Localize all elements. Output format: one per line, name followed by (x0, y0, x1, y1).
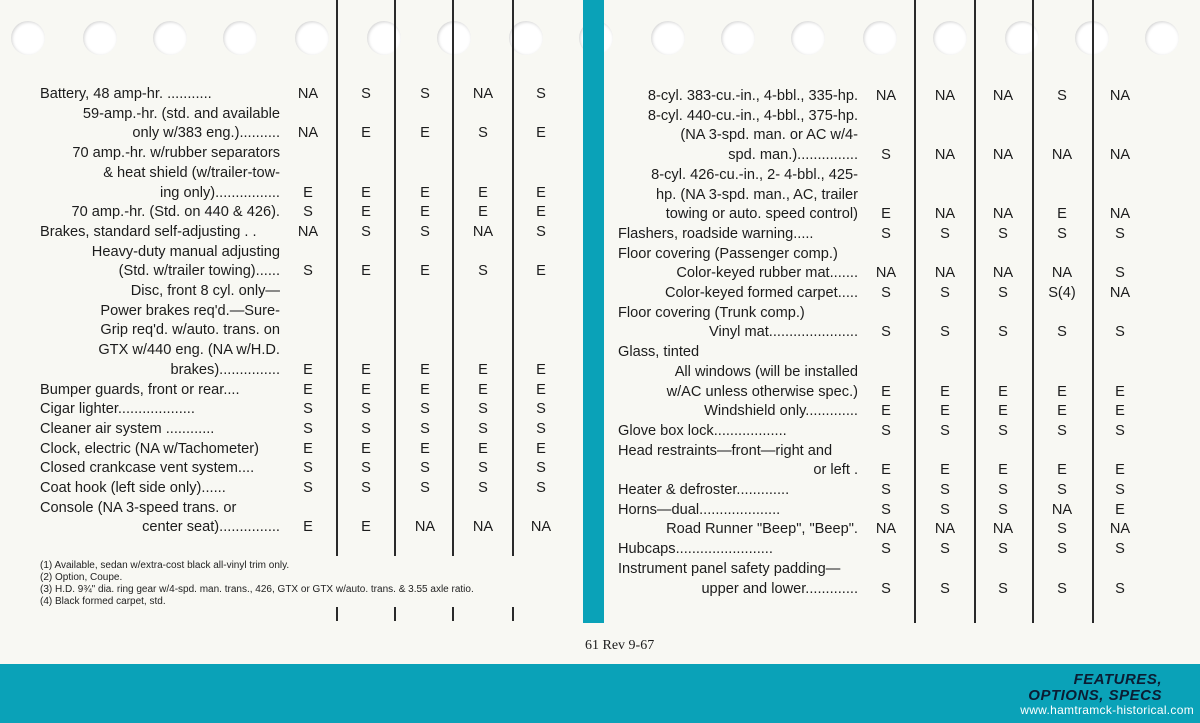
spec-value-cell: E (303, 361, 313, 378)
spec-value-cell: E (881, 403, 891, 420)
spec-value-cell: NA (530, 519, 552, 536)
spec-value-cell: S (1115, 324, 1125, 341)
spec-label-line: & heat shield (w/trailer-tow- (103, 164, 280, 181)
spec-value-cell: S (940, 225, 950, 242)
spec-value-cell: E (420, 125, 430, 142)
spec-label-line: GTX w/440 eng. (NA w/H.D. (98, 342, 280, 359)
spec-label-line: Glove box lock.................. (618, 422, 787, 439)
section-title-line: OPTIONS, SPECS (1028, 687, 1162, 704)
spec-value-cell: E (420, 440, 430, 457)
spec-label-line: Windshield only............. (704, 403, 858, 420)
spec-label-line: ing only)................ (159, 184, 280, 201)
spec-label-line: Clock, electric (NA w/Tachometer) (40, 440, 259, 457)
spec-value-cell: E (361, 519, 371, 536)
spec-label-line: only w/383 eng.).......... (132, 125, 280, 142)
spec-label-line: or left . (813, 462, 858, 479)
spec-value-cell: E (361, 361, 371, 378)
spec-value-cell: S (881, 541, 891, 558)
spec-label-line: Color-keyed rubber mat....... (676, 265, 858, 282)
spec-label-line: (Std. w/trailer towing)...... (118, 263, 280, 280)
spec-label-line: Closed crankcase vent system.... (40, 460, 255, 477)
column-rule-tick (452, 607, 454, 621)
spec-label-line: 8-cyl. 440-cu.-in., 4-bbl., 375-hp. (647, 107, 858, 124)
spec-value-cell: E (478, 361, 488, 378)
spec-label-line: Horns—dual.................... (618, 501, 781, 518)
spec-label-line: Heater & defroster............. (618, 482, 790, 498)
spec-value-cell: S (420, 480, 430, 496)
spec-label-line: Color-keyed formed carpet..... (664, 285, 858, 301)
center-divider (583, 0, 604, 623)
column-rule-tick (512, 607, 514, 621)
spec-value-cell: E (1115, 403, 1125, 420)
footnote: (2) Option, Coupe. (40, 572, 123, 583)
spec-value-cell: S (361, 223, 371, 240)
spec-value-cell: E (361, 125, 371, 142)
spec-value-cell: S (940, 580, 950, 597)
binder-hole (437, 21, 471, 55)
spec-value-cell: S (940, 501, 950, 518)
spec-value-cell: E (998, 403, 1008, 420)
spec-value-cell: NA (992, 265, 1014, 282)
spec-value-cell: S (536, 460, 546, 477)
spec-value-cell: S (1115, 422, 1125, 439)
spec-value-cell: E (998, 383, 1008, 400)
spec-value-cell: S (940, 541, 950, 558)
footnotes (40, 560, 474, 608)
spec-label-line: Cleaner air system ............ (40, 420, 215, 437)
spec-value-cell: E (536, 361, 546, 378)
spec-value-cell: S (1115, 541, 1125, 558)
spec-value-cell: E (536, 381, 546, 398)
spec-value-cell: E (1057, 403, 1067, 420)
spec-value-cell: S (303, 263, 313, 280)
spec-value-cell: NA (992, 88, 1014, 104)
watermark: www.hamtramck-historical.com (1020, 703, 1194, 717)
section-title (1028, 672, 1162, 704)
spec-value-cell: E (361, 440, 371, 457)
spec-label-line: Heavy-duty manual adjusting (91, 243, 280, 260)
spec-value-cell: E (1115, 383, 1125, 400)
spec-label-line: 70 amp.-hr. (Std. on 440 & 426). (71, 204, 280, 221)
spec-value-cell: S (940, 482, 950, 498)
spec-value-cell: S (940, 324, 950, 341)
spec-value-cell: NA (934, 206, 956, 223)
spec-value-cell: E (478, 440, 488, 457)
spec-value-cell: S (478, 401, 488, 418)
spec-value-cell: S (420, 223, 430, 240)
spec-label-line: Console (NA 3-speed trans. or (40, 499, 237, 516)
spec-value-cell: S (1057, 482, 1067, 498)
spec-label-line: Road Runner "Beep", "Beep". (666, 521, 858, 538)
spec-value-cell: S (998, 541, 1008, 558)
spec-label-line: Instrument panel safety padding— (618, 560, 841, 577)
spec-label-line: Grip req'd. w/auto. trans. on (100, 322, 280, 339)
binder-hole (863, 21, 897, 55)
spec-value-cell: S (420, 420, 430, 437)
spec-label-line: Coat hook (left side only)...... (40, 480, 226, 496)
spec-value-cell: E (1057, 383, 1067, 400)
spec-value-cell: S (998, 501, 1008, 518)
spec-value-cell: NA (1109, 88, 1131, 104)
spec-value-cell: S (420, 401, 430, 418)
spec-value-cell: S (881, 422, 891, 439)
spec-value-cell: E (478, 381, 488, 398)
spec-value-cell: S (881, 482, 891, 498)
spec-value-cell: S (998, 285, 1008, 301)
spec-value-cell: S (303, 401, 313, 418)
spec-label-line: center seat)............... (142, 519, 280, 536)
spec-value-cell: NA (1051, 265, 1073, 282)
spec-value-cell: S (881, 285, 891, 301)
spec-value-cell: NA (472, 519, 494, 536)
spec-value-cell: NA (297, 86, 319, 102)
spec-value-cell: S (998, 225, 1008, 242)
spec-value-cell: E (420, 361, 430, 378)
spec-label-line: towing or auto. speed control) (665, 206, 858, 223)
binder-hole (933, 21, 967, 55)
spec-value-cell: S (303, 204, 313, 221)
spec-value-cell: S (361, 460, 371, 477)
spec-value-cell: NA (297, 125, 319, 142)
spec-value-cell: S (881, 225, 891, 242)
spec-value-cell: NA (1109, 206, 1131, 223)
spec-value-cell: S (881, 580, 891, 597)
spec-value-cell: S (1115, 265, 1125, 282)
spec-label-line: 59-amp.-hr. (std. and available (82, 105, 280, 122)
spec-value-cell: S (536, 223, 546, 240)
spec-value-cell: E (940, 383, 950, 400)
spec-value-cell: S (536, 420, 546, 437)
spec-label-line: spd. man.)............... (728, 147, 858, 164)
spec-value-cell: S (1115, 580, 1125, 597)
spec-label-line: Head restraints—front—right and (618, 442, 833, 459)
spec-value-cell: NA (875, 521, 897, 538)
footnote: (4) Black formed carpet, std. (40, 596, 166, 607)
spec-label-line: 70 amp.-hr. w/rubber separators (72, 145, 280, 162)
spec-value-cell: S (1057, 580, 1067, 597)
spec-value-cell: E (536, 263, 546, 280)
spec-value-cell: S (420, 86, 430, 102)
spec-value-cell: E (303, 519, 313, 536)
spec-value-cell: E (881, 383, 891, 400)
spec-value-cell: S(4) (1048, 285, 1076, 301)
spec-value-cell: E (478, 204, 488, 221)
spec-value-cell: S (303, 480, 313, 496)
spec-value-cell: S (940, 285, 950, 301)
spec-value-cell: NA (472, 223, 494, 240)
spec-label-line: Hubcaps........................ (618, 541, 773, 558)
spec-value-cell: NA (875, 88, 897, 104)
spec-value-cell: S (1057, 324, 1067, 341)
binder-hole (721, 21, 755, 55)
spec-value-cell: S (536, 86, 546, 102)
spec-label-line: Vinyl mat...................... (709, 324, 858, 341)
spec-value-cell: S (1057, 422, 1067, 439)
spec-value-cell: E (940, 462, 950, 479)
spec-value-cell: NA (1109, 285, 1131, 301)
column-rule-tick (336, 607, 338, 621)
spec-value-cell: S (1057, 521, 1067, 538)
spec-label-line: All windows (will be installed (674, 363, 858, 380)
spec-value-cell: E (1115, 501, 1125, 518)
spec-value-cell: E (536, 184, 546, 201)
spec-value-cell: S (1057, 225, 1067, 242)
spec-value-cell: E (420, 204, 430, 221)
spec-value-cell: S (881, 501, 891, 518)
spec-value-cell: S (998, 422, 1008, 439)
spec-value-cell: S (536, 401, 546, 418)
spec-value-cell: S (998, 482, 1008, 498)
spec-value-cell: S (940, 422, 950, 439)
spec-label-line: Battery, 48 amp-hr. ........... (40, 86, 212, 102)
spec-value-cell: S (881, 147, 891, 164)
spec-value-cell: S (1057, 88, 1067, 104)
spec-value-cell: E (303, 381, 313, 398)
binder-hole (1145, 21, 1179, 55)
spec-label-line: Floor covering (Passenger comp.) (618, 245, 838, 262)
spec-value-cell: E (420, 381, 430, 398)
spec-value-cell: E (881, 462, 891, 479)
binder-hole (791, 21, 825, 55)
spec-label-line: brakes)............... (170, 361, 280, 378)
spec-value-cell: S (998, 580, 1008, 597)
spec-label-line: Disc, front 8 cyl. only— (130, 283, 280, 299)
spec-value-cell: NA (934, 147, 956, 164)
page-number: 61 Rev 9-67 (585, 638, 655, 653)
spec-label-line: Bumper guards, front or rear.... (40, 381, 240, 398)
spec-value-cell: S (361, 86, 371, 102)
binder-hole (651, 21, 685, 55)
spec-value-cell: E (536, 440, 546, 457)
spec-value-cell: S (420, 460, 430, 477)
spec-value-cell: E (998, 462, 1008, 479)
spec-value-cell: E (1115, 462, 1125, 479)
spec-value-cell: NA (992, 147, 1014, 164)
spec-label-line: upper and lower............. (701, 580, 858, 597)
spec-value-cell: S (361, 420, 371, 437)
spec-value-cell: S (881, 324, 891, 341)
binder-hole (83, 21, 117, 55)
binder-hole (153, 21, 187, 55)
spec-value-cell: E (478, 184, 488, 201)
spec-value-cell: S (303, 420, 313, 437)
spec-value-cell: S (478, 263, 488, 280)
spec-value-cell: S (478, 420, 488, 437)
spec-value-cell: E (361, 204, 371, 221)
spec-value-cell: NA (992, 206, 1014, 223)
spec-label-line: Flashers, roadside warning..... (618, 225, 814, 242)
spec-value-cell: S (361, 401, 371, 418)
spec-value-cell: E (536, 204, 546, 221)
spec-value-cell: S (478, 480, 488, 496)
spec-value-cell: E (420, 184, 430, 201)
spec-value-cell: NA (297, 223, 319, 240)
footnote: (3) H.D. 9¾" dia. ring gear w/4-spd. man. trans., 426, GTX or GTX w/auto. trans. & 3.55 axle ratio. (40, 584, 474, 595)
spec-value-cell: NA (992, 521, 1014, 538)
section-title-line: FEATURES, (1073, 671, 1162, 688)
spec-value-cell: E (1057, 206, 1067, 223)
spec-value-cell: E (361, 263, 371, 280)
spec-value-cell: S (478, 460, 488, 477)
binder-hole (509, 21, 543, 55)
spec-value-cell: NA (875, 265, 897, 282)
spec-value-cell: E (1057, 462, 1067, 479)
spec-value-cell: NA (1051, 147, 1073, 164)
spec-label-line: w/AC unless otherwise spec.) (666, 383, 858, 400)
binder-hole (295, 21, 329, 55)
spec-value-cell: NA (472, 86, 494, 102)
spec-label-line: Cigar lighter................... (40, 401, 195, 418)
binder-hole (11, 21, 45, 55)
spec-value-cell: E (420, 263, 430, 280)
spec-label-line: Brakes, standard self-adjusting . . (40, 223, 257, 240)
spec-value-cell: S (998, 324, 1008, 341)
spec-value-cell: S (1057, 541, 1067, 558)
spec-label-line: Floor covering (Trunk comp.) (618, 304, 805, 321)
spec-value-cell: S (303, 460, 313, 477)
spec-value-cell: S (1115, 225, 1125, 242)
spec-value-cell: E (881, 206, 891, 223)
spec-label-line: (NA 3-spd. man. or AC w/4- (680, 127, 858, 144)
spec-label-line: hp. (NA 3-spd. man., AC, trailer (656, 186, 858, 203)
spec-value-cell: E (361, 381, 371, 398)
spec-value-cell: NA (934, 88, 956, 104)
spec-value-cell: NA (1051, 501, 1073, 518)
footnote: (1) Available, sedan w/extra-cost black all-vinyl trim only. (40, 560, 290, 571)
spec-value-cell: S (1115, 482, 1125, 498)
spec-label-line: 8-cyl. 426-cu.-in., 2- 4-bbl., 425- (651, 166, 858, 183)
spec-value-cell: NA (1109, 147, 1131, 164)
spec-value-cell: NA (934, 521, 956, 538)
binder-hole (223, 21, 257, 55)
spec-value-cell: S (361, 480, 371, 496)
spec-value-cell: E (940, 403, 950, 420)
spec-label-line: Power brakes req'd.—Sure- (100, 302, 280, 319)
spec-value-cell: E (536, 125, 546, 142)
spec-value-cell: E (361, 184, 371, 201)
spec-label-line: 8-cyl. 383-cu.-in., 4-bbl., 335-hp. (647, 88, 858, 104)
column-rule-tick (394, 607, 396, 621)
spec-value-cell: E (303, 440, 313, 457)
spec-value-cell: S (536, 480, 546, 496)
spec-value-cell: NA (414, 519, 436, 536)
spec-value-cell: NA (934, 265, 956, 282)
spec-value-cell: E (303, 184, 313, 201)
spec-value-cell: NA (1109, 521, 1131, 538)
spec-label-line: Glass, tinted (618, 344, 700, 361)
spec-value-cell: S (478, 125, 488, 142)
